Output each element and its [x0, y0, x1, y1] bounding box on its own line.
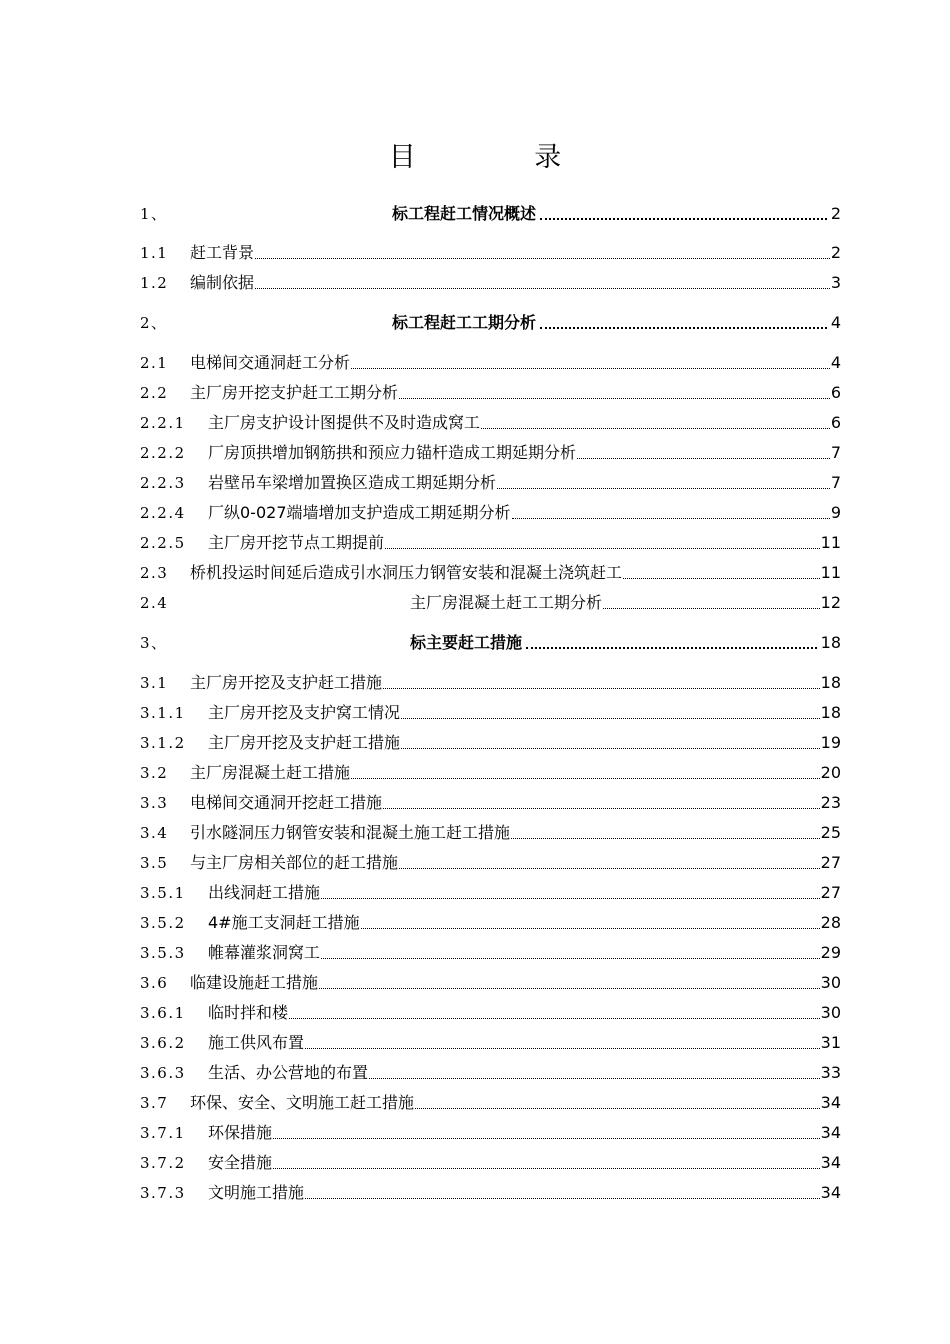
toc-entry[interactable] — [140, 350, 841, 374]
entry-title: 帷幕灌浆洞窝工 — [208, 943, 321, 962]
entry-title: 标工程赶工工期分析 — [392, 313, 537, 332]
entry-title: 主厂房开挖支护赶工工期分析 — [190, 383, 399, 402]
entry-title: 文明施工措施 — [208, 1183, 305, 1202]
entry-number: 3.1.1 — [140, 704, 186, 722]
leader-dots — [319, 988, 820, 989]
leader-dots — [305, 1048, 820, 1049]
entry-page: 20 — [820, 763, 841, 782]
toc-entry[interactable] — [140, 820, 841, 844]
entry-number: 2.4 — [140, 594, 169, 612]
toc-entry[interactable] — [140, 1180, 841, 1204]
entry-page: 19 — [820, 733, 841, 752]
toc-entry[interactable] — [140, 1000, 841, 1024]
leader-dots — [255, 288, 830, 289]
entry-page: 23 — [820, 793, 841, 812]
entry-title: 环保措施 — [208, 1123, 273, 1142]
toc-entry[interactable] — [140, 730, 841, 754]
toc-entry[interactable] — [140, 970, 841, 994]
toc-entry[interactable] — [140, 410, 841, 434]
entry-page: 30 — [820, 1003, 841, 1022]
entry-number: 3.6.2 — [140, 1034, 186, 1052]
toc-entry[interactable] — [140, 201, 841, 225]
entry-number: 3.1.2 — [140, 734, 186, 752]
entry-number: 3.6.3 — [140, 1064, 186, 1082]
entry-page: 25 — [820, 823, 841, 842]
entry-number: 3.7 — [140, 1094, 169, 1112]
entry-page: 27 — [820, 853, 841, 872]
entry-number: 3.1 — [140, 674, 169, 692]
entry-page: 11 — [820, 533, 841, 552]
entry-number: 3.6.1 — [140, 1004, 186, 1022]
leader-dots — [361, 928, 820, 929]
entry-title: 生活、办公营地的布置 — [208, 1063, 369, 1082]
toc-entry[interactable] — [140, 500, 841, 524]
toc-entry[interactable] — [140, 1150, 841, 1174]
leader-dots — [603, 608, 820, 609]
entry-title: 岩壁吊车梁增加置换区造成工期延期分析 — [208, 473, 497, 492]
entry-title: 引水隧洞压力钢管安装和混凝土施工赶工措施 — [190, 823, 511, 842]
entry-number: 3.7.1 — [140, 1124, 186, 1142]
toc-entry[interactable] — [140, 940, 841, 964]
toc-entry[interactable] — [140, 790, 841, 814]
entry-page: 34 — [820, 1153, 841, 1172]
toc-entry[interactable] — [140, 560, 841, 584]
entry-title: 施工供风布置 — [208, 1033, 305, 1052]
entry-title: 环保、安全、文明施工赶工措施 — [190, 1093, 415, 1112]
leader-dots — [383, 688, 820, 689]
entry-number: 1.1 — [140, 244, 169, 262]
entry-page: 33 — [820, 1063, 841, 1082]
leader-dots — [305, 1198, 820, 1199]
leader-dots — [481, 428, 830, 429]
toc-entry[interactable] — [140, 760, 841, 784]
leader-dots — [289, 1018, 820, 1019]
entry-number: 3.5.1 — [140, 884, 186, 902]
toc-entry[interactable] — [140, 590, 841, 614]
entry-title: 电梯间交通洞开挖赶工措施 — [190, 793, 383, 812]
leader-dots — [399, 398, 830, 399]
entry-number: 2.2.2 — [140, 444, 186, 462]
entry-page: 6 — [830, 413, 841, 432]
entry-page: 2 — [830, 243, 841, 262]
entry-number: 3.5 — [140, 854, 169, 872]
entry-title: 临建设施赶工措施 — [190, 973, 319, 992]
entry-number: 2.1 — [140, 354, 169, 372]
toc-entry[interactable] — [140, 910, 841, 934]
entry-title: 赶工背景 — [190, 243, 255, 262]
entry-title: 4#施工支洞赶工措施 — [208, 913, 360, 932]
entry-title: 主厂房开挖节点工期提前 — [208, 533, 385, 552]
toc-entry[interactable] — [140, 440, 841, 464]
entry-page: 2 — [830, 204, 841, 223]
entry-page: 3 — [830, 273, 841, 292]
entry-title: 桥机投运时间延后造成引水洞压力钢管安装和混凝土浇筑赶工 — [190, 563, 623, 582]
entry-title: 编制依据 — [190, 273, 255, 292]
toc-entry[interactable] — [140, 470, 841, 494]
entry-page: 4 — [830, 353, 841, 372]
leader-dots — [399, 868, 820, 869]
entry-number: 3.3 — [140, 794, 169, 812]
entry-number: 3.2 — [140, 764, 169, 782]
toc-entry[interactable] — [140, 1060, 841, 1084]
entry-page: 29 — [820, 943, 841, 962]
toc-entry[interactable] — [140, 700, 841, 724]
entry-title: 出线洞赶工措施 — [208, 883, 321, 902]
entry-page: 18 — [820, 673, 841, 692]
entry-number: 2.2.3 — [140, 474, 186, 492]
entry-title: 主厂房开挖及支护赶工措施 — [190, 673, 383, 692]
toc-entry[interactable] — [140, 1120, 841, 1144]
entry-title: 主厂房开挖及支护赶工措施 — [208, 733, 401, 752]
entry-page: 28 — [820, 913, 841, 932]
entry-page: 7 — [830, 473, 841, 492]
entry-title: 主厂房混凝土赶工工期分析 — [410, 593, 603, 612]
leader-dots — [512, 518, 830, 519]
toc-entry[interactable] — [140, 880, 841, 904]
leader-dots — [255, 258, 830, 259]
entry-page: 4 — [830, 313, 841, 332]
toc-entry[interactable] — [140, 530, 841, 554]
leader-dots — [540, 218, 827, 220]
entry-title: 厂房顶拱增加钢筋拱和预应力锚杆造成工期延期分析 — [208, 443, 577, 462]
entry-number: 2.2.5 — [140, 534, 186, 552]
leader-dots — [401, 718, 820, 719]
leader-dots — [623, 578, 820, 579]
entry-title: 标主要赶工措施 — [410, 633, 523, 652]
entry-page: 34 — [820, 1093, 841, 1112]
entry-number: 3.4 — [140, 824, 169, 842]
toc-entry[interactable] — [140, 1090, 841, 1114]
entry-number: 2、 — [140, 314, 168, 332]
leader-dots — [415, 1108, 820, 1109]
leader-dots — [351, 368, 830, 369]
toc-entry[interactable] — [140, 850, 841, 874]
entry-page: 27 — [820, 883, 841, 902]
entry-page: 34 — [820, 1123, 841, 1142]
entry-number: 1、 — [140, 205, 168, 223]
entry-title: 主厂房开挖及支护窝工情况 — [208, 703, 401, 722]
entry-number: 2.2.4 — [140, 504, 186, 522]
leader-dots — [369, 1078, 820, 1079]
toc-entry[interactable] — [140, 1030, 841, 1054]
toc-entry[interactable] — [140, 310, 841, 334]
entry-title: 临时拌和楼 — [208, 1003, 289, 1022]
entry-number: 2.3 — [140, 564, 169, 582]
toc-title: 目 录 — [388, 142, 617, 173]
entry-page: 12 — [820, 593, 841, 612]
entry-number: 2.2 — [140, 384, 169, 402]
leader-dots — [321, 898, 820, 899]
toc-entry[interactable] — [140, 630, 841, 654]
entry-number: 3.5.2 — [140, 914, 186, 932]
entry-number: 3.7.2 — [140, 1154, 186, 1172]
entry-title: 与主厂房相关部位的赶工措施 — [190, 853, 399, 872]
entry-page: 7 — [830, 443, 841, 462]
leader-dots — [577, 458, 830, 459]
leader-dots — [383, 808, 820, 809]
leader-dots — [526, 647, 817, 649]
entry-number: 3.5.3 — [140, 944, 186, 962]
leader-dots — [497, 488, 830, 489]
entry-number: 3.7.3 — [140, 1184, 186, 1202]
entry-page: 34 — [820, 1183, 841, 1202]
entry-title: 厂纵0-027端墙增加支护造成工期延期分析 — [208, 503, 511, 522]
entry-number: 2.2.1 — [140, 414, 186, 432]
entry-title: 主厂房混凝土赶工措施 — [190, 763, 351, 782]
entry-title: 电梯间交通洞赶工分析 — [190, 353, 351, 372]
leader-dots — [401, 748, 820, 749]
leader-dots — [540, 327, 827, 329]
leader-dots — [273, 1168, 820, 1169]
entry-page: 31 — [820, 1033, 841, 1052]
entry-title: 标工程赶工情况概述 — [392, 204, 537, 223]
entry-page: 9 — [830, 503, 841, 522]
leader-dots — [385, 548, 820, 549]
entry-page: 11 — [820, 563, 841, 582]
entry-page: 18 — [820, 633, 841, 652]
entry-title: 安全措施 — [208, 1153, 273, 1172]
toc-entry[interactable] — [140, 380, 841, 404]
leader-dots — [321, 958, 820, 959]
entry-number: 3、 — [140, 634, 168, 652]
entry-title: 主厂房支护设计图提供不及时造成窝工 — [208, 413, 481, 432]
entry-page: 18 — [820, 703, 841, 722]
entry-page: 6 — [830, 383, 841, 402]
entry-page: 30 — [820, 973, 841, 992]
toc-entry[interactable] — [140, 670, 841, 694]
entry-number: 1.2 — [140, 274, 169, 292]
entry-number: 3.6 — [140, 974, 169, 992]
leader-dots — [351, 778, 820, 779]
leader-dots — [511, 838, 820, 839]
toc-entry[interactable] — [140, 270, 841, 294]
leader-dots — [273, 1138, 820, 1139]
toc-entry[interactable] — [140, 240, 841, 264]
